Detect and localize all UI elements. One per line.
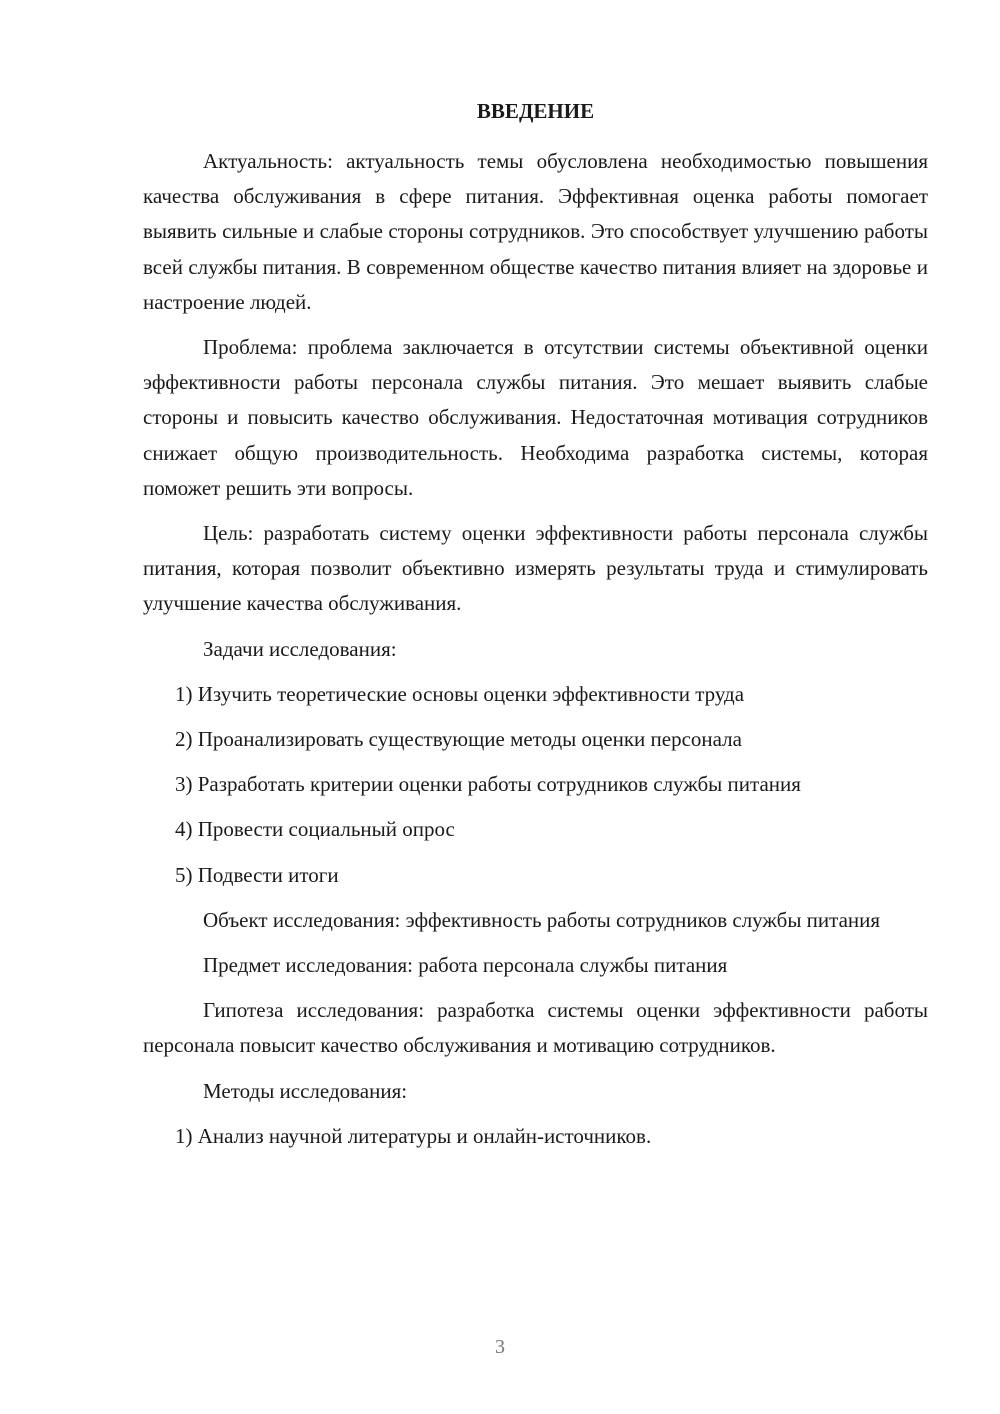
list-item: 4) Провести социальный опрос — [175, 817, 455, 842]
goal-paragraph: Цель: разработать систему оценки эффективности работы персонала службы питания, которая позволит объективно измерять результаты труда и стимулировать улучшение качества обслуживания. — [143, 521, 928, 616]
tasks-heading: Задачи исследования: — [203, 636, 397, 661]
methods-heading: Методы исследования: — [203, 1078, 408, 1103]
list-item: 3) Разработать критерии оценки работы сотрудников службы питания — [175, 772, 801, 797]
relevance-paragraph: Актуальность: актуальность темы обусловлена необходимостью повышения качества обслуживания в сфере питания. Эффективная оценка работы помогает выявить сильные и слабые стороны сотрудников. Это способствует улучшению работы всей службы питания. В современном обществе качество питания влияет на здоровье и настроение людей. — [143, 149, 928, 314]
methods-list — [143, 1119, 928, 1154]
list-item: 1) Изучить теоретические основы оценки эффективности труда — [175, 681, 745, 706]
object-paragraph: Объект исследования: эффективность работы сотрудников службы питания — [203, 907, 881, 932]
list-item: 5) Подвести итоги — [175, 862, 339, 887]
document-page — [143, 96, 928, 1164]
list-item: 1) Анализ научной литературы и онлайн-источников. — [175, 1123, 652, 1148]
hypothesis-paragraph: Гипотеза исследования: разработка системы оценки эффективности работы персонала повысит качество обслуживания и мотивацию сотрудников. — [143, 998, 928, 1058]
page-number: 3 — [495, 1336, 505, 1358]
tasks-list — [143, 677, 928, 893]
list-item: 2) Проанализировать существующие методы оценки персонала — [175, 727, 742, 752]
problem-paragraph: Проблема: проблема заключается в отсутствии системы объективной оценки эффективности работы персонала службы питания. Это мешает выявить слабые стороны и повысить качество обслуживания. Недостаточная мотивация сотрудников снижает общую производительность. Необходима разработка системы, которая поможет решить эти вопросы. — [143, 335, 928, 500]
page-title: ВВЕДЕНИЕ — [476, 99, 595, 123]
subject-paragraph: Предмет исследования: работа персонала службы питания — [203, 953, 728, 978]
